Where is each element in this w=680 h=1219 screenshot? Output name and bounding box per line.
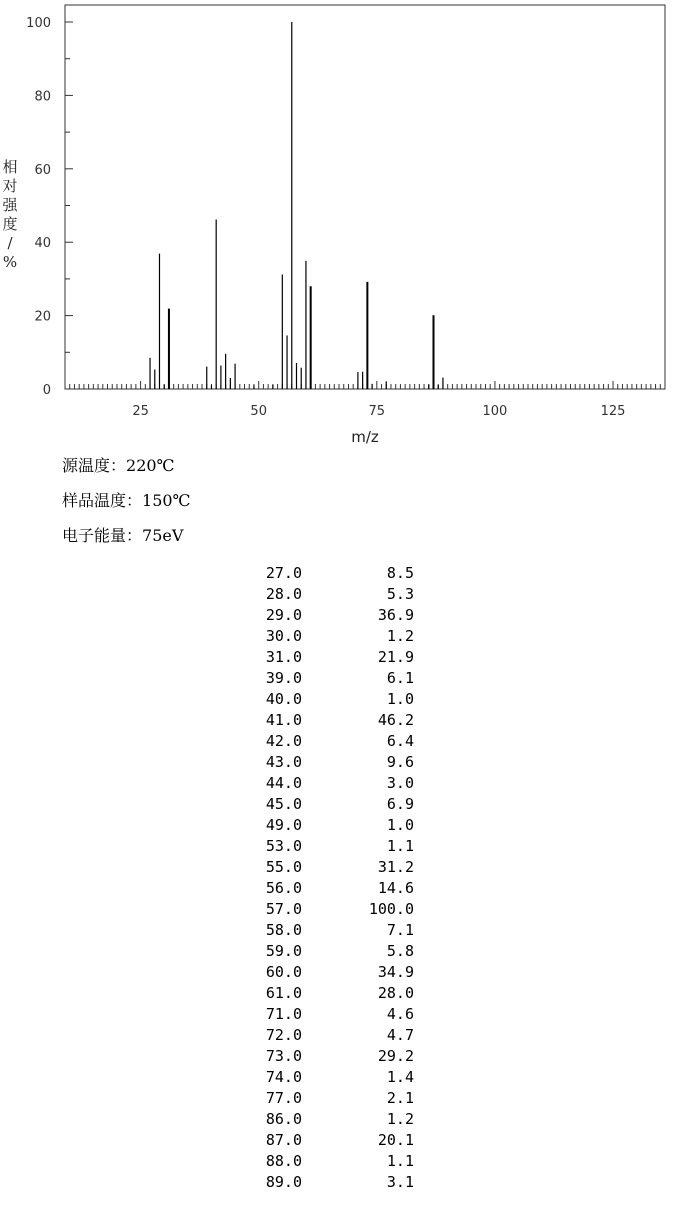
intensity-value: 31.2	[377, 858, 414, 876]
intensity-value: 1.2	[386, 1110, 414, 1128]
table-row	[240, 1088, 414, 1109]
peak-table	[240, 563, 414, 1193]
y-tick-label: 0	[42, 383, 51, 398]
table-row	[240, 1109, 414, 1130]
sample-temperature-value: 150℃	[142, 491, 191, 510]
intensity-value: 9.6	[386, 753, 414, 771]
table-row	[240, 563, 414, 584]
mz-value: 59.0	[265, 942, 302, 960]
mz-value: 60.0	[265, 963, 302, 981]
table-row	[240, 962, 414, 983]
intensity-value: 2.1	[386, 1089, 414, 1107]
mz-value: 73.0	[265, 1047, 302, 1065]
intensity-value: 29.2	[377, 1047, 414, 1065]
y-axis	[26, 16, 73, 398]
mz-value: 45.0	[265, 795, 302, 813]
source-temperature-label: 源温度：	[62, 456, 127, 475]
table-row	[240, 1172, 414, 1193]
mz-value: 40.0	[265, 690, 302, 708]
y-axis-label-char: 度	[2, 215, 18, 233]
table-row	[240, 605, 414, 626]
y-tick-label: 20	[34, 309, 51, 325]
table-row	[240, 857, 414, 878]
mass-spectrum-chart	[0, 0, 680, 450]
y-tick-label: 40	[34, 236, 51, 252]
electron-energy	[62, 526, 183, 546]
sample-temperature-label: 样品温度：	[62, 491, 143, 510]
intensity-value: 1.1	[386, 837, 414, 855]
mz-value: 58.0	[265, 921, 302, 939]
table-row	[240, 983, 414, 1004]
table-row	[240, 1130, 414, 1151]
mz-value: 61.0	[265, 984, 302, 1002]
mz-value: 53.0	[265, 837, 302, 855]
mz-value: 41.0	[265, 711, 302, 729]
intensity-value: 28.0	[377, 984, 414, 1002]
intensity-value: 3.0	[386, 774, 414, 792]
intensity-value: 100.0	[368, 900, 414, 918]
table-row	[240, 899, 414, 920]
table-row	[240, 1067, 414, 1088]
table-row	[240, 773, 414, 794]
mz-value: 71.0	[265, 1005, 302, 1023]
table-row	[240, 878, 414, 899]
y-axis-label-char: /	[7, 234, 13, 252]
table-row	[240, 668, 414, 689]
y-axis-label-char: 相	[2, 158, 18, 176]
intensity-value: 4.7	[386, 1026, 414, 1044]
source-temperature	[62, 456, 174, 476]
intensity-value: 6.4	[386, 732, 414, 750]
table-row	[240, 794, 414, 815]
x-axis	[132, 404, 625, 419]
table-row	[240, 752, 414, 773]
mz-value: 29.0	[265, 606, 302, 624]
mz-value: 87.0	[265, 1131, 302, 1149]
intensity-value: 1.1	[386, 1152, 414, 1170]
mz-value: 77.0	[265, 1089, 302, 1107]
table-row	[240, 626, 414, 647]
y-tick-label: 80	[34, 89, 51, 105]
y-axis-label-char: 强	[2, 196, 18, 214]
x-tick-label: 25	[132, 404, 149, 419]
table-row	[240, 1004, 414, 1025]
mz-value: 86.0	[265, 1110, 302, 1128]
intensity-value: 4.6	[386, 1005, 414, 1023]
mz-value: 57.0	[265, 900, 302, 918]
table-row	[240, 710, 414, 731]
table-row	[240, 836, 414, 857]
intensity-value: 5.8	[386, 942, 414, 960]
table-row	[240, 647, 414, 668]
plot-frame	[65, 5, 665, 389]
intensity-value: 5.3	[386, 585, 414, 603]
electron-energy-label: 电子能量：	[62, 526, 143, 545]
intensity-value: 3.1	[386, 1173, 414, 1191]
spectrum-bars	[150, 22, 443, 389]
y-axis-label	[2, 158, 18, 271]
table-row	[240, 941, 414, 962]
intensity-value: 6.1	[386, 669, 414, 687]
x-tick-label: 100	[482, 404, 508, 419]
table-row	[240, 689, 414, 710]
intensity-value: 46.2	[377, 711, 414, 729]
table-row	[240, 815, 414, 836]
mz-value: 72.0	[265, 1026, 302, 1044]
mz-value: 74.0	[265, 1068, 302, 1086]
x-axis-label: m/z	[351, 428, 379, 446]
table-row	[240, 584, 414, 605]
intensity-value: 21.9	[377, 648, 414, 666]
mz-value: 44.0	[265, 774, 302, 792]
y-axis-label-char: 对	[2, 177, 18, 195]
table-row	[240, 731, 414, 752]
mz-value: 30.0	[265, 627, 302, 645]
intensity-value: 1.0	[386, 816, 414, 834]
intensity-value: 34.9	[377, 963, 414, 981]
electron-energy-value: 75eV	[142, 526, 184, 545]
mz-value: 43.0	[265, 753, 302, 771]
source-temperature-value: 220℃	[126, 456, 175, 475]
y-tick-label: 60	[34, 162, 51, 178]
y-axis-label-char: %	[2, 253, 18, 271]
intensity-value: 6.9	[386, 795, 414, 813]
mz-value: 27.0	[265, 564, 302, 582]
sample-temperature	[62, 491, 190, 511]
intensity-value: 20.1	[377, 1131, 414, 1149]
mz-value: 89.0	[265, 1173, 302, 1191]
x-tick-label: 75	[368, 404, 386, 419]
intensity-value: 7.1	[386, 921, 414, 939]
table-row	[240, 1151, 414, 1172]
table-row	[240, 1046, 414, 1067]
mz-value: 88.0	[265, 1152, 302, 1170]
table-row	[240, 1025, 414, 1046]
intensity-value: 8.5	[386, 564, 414, 582]
mz-value: 55.0	[265, 858, 302, 876]
intensity-value: 1.0	[386, 690, 414, 708]
x-tick-label: 50	[250, 404, 267, 419]
mz-value: 39.0	[265, 669, 302, 687]
mz-value: 31.0	[265, 648, 302, 666]
table-row	[240, 920, 414, 941]
mz-value: 56.0	[265, 879, 302, 897]
mz-value: 49.0	[265, 816, 302, 834]
mz-value: 42.0	[265, 732, 302, 750]
intensity-value: 1.2	[386, 627, 414, 645]
x-tick-label: 125	[600, 404, 626, 419]
intensity-value: 14.6	[377, 879, 414, 897]
intensity-value: 36.9	[377, 606, 414, 624]
intensity-value: 1.4	[386, 1068, 414, 1086]
mz-value: 28.0	[265, 585, 302, 603]
y-tick-label: 100	[26, 16, 51, 31]
